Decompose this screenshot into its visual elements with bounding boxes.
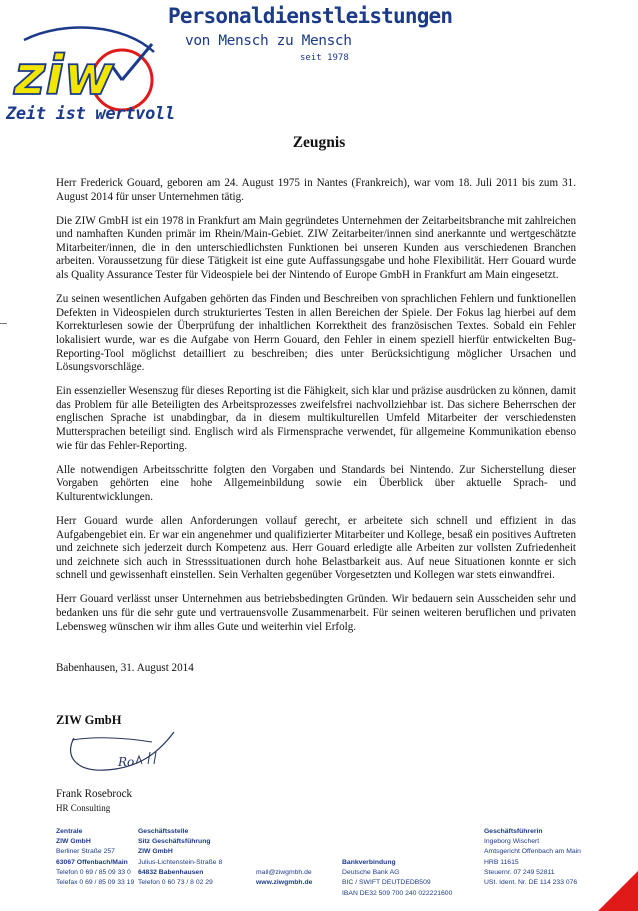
footer-bank: [342, 858, 452, 899]
corner-accent: [598, 871, 638, 911]
footer-gs-city: 64832 Babenhausen: [138, 868, 204, 876]
footer-web-link[interactable]: www.ziwgmbh.de: [256, 879, 313, 887]
footer-email-link[interactable]: mail@ziwgmbh.de: [256, 869, 312, 876]
paragraph-standards: Alle notwendigen Arbeitsschritte folgten den Vorgaben und Standards bei Nintendo. Zur Sicherstellung dieser Vorgaben gehörten eine hohe Allgemeinbildung sowie ein Überblick über aktuelle Sprach- und Kulturentwicklungen.: [56, 463, 576, 503]
footer-gf-vat: USt. Ident. Nr. DE 114 233 076: [484, 879, 578, 887]
company-tagline-line2: von Mensch zu Mensch: [185, 33, 352, 49]
company-since: seit 1978: [300, 53, 349, 63]
footer-gf-name: Ingeborg Wischert: [484, 838, 540, 846]
paragraph-reporting: Ein essenzieller Wesenszug für dieses Reporting ist die Fähigkeit, sich klar und präzise ausdrücken zu können, damit das Problem für alle Beteiligten des Arbeitsprozesses zweifelsfrei nachvollziehbar ist. Das sichere Beherrschen der englischen Sprache ist unabdingbar, da in diesem multikulturellen Umfeld Mitarbeiter der verschiedensten Muttersprachen beteiligt sind. Englisch wird als Firmensprache verwendet, für allgemeine Kommunikation ebenso wie für das Fehler-Reporting.: [56, 385, 576, 452]
signature-scribble: Ro: [118, 755, 135, 769]
footer-geschaeftsstelle: [138, 827, 222, 888]
footer-zentrale-company: ZIW GmbH: [56, 838, 91, 846]
logo-wordmark: ziw: [14, 44, 114, 107]
footer-zentrale-fax: Telefax 0 69 / 85 09 33 19: [56, 879, 135, 887]
footer-gs-heading: Geschäftsstelle: [138, 828, 189, 835]
signer-role: HR Consulting: [56, 803, 111, 813]
fold-mark: [0, 323, 7, 324]
footer-bank-name: Deutsche Bank AG: [342, 869, 400, 877]
footer-gf-court: Amtsgericht Offenbach am Main: [484, 848, 581, 856]
slogan: Zeit ist wertvoll: [6, 104, 175, 124]
footer-zentrale-heading: Zentrale: [56, 828, 83, 835]
footer-gs-street: Julius-Lichtenstein-Straße 8: [138, 858, 223, 866]
footer-gs-phone: Telefon 0 60 73 / 8 02 29: [138, 879, 213, 887]
paragraph-company: Die ZIW GmbH ist ein 1978 in Frankfurt am Main gegründetes Unternehmen der Zeitarbeitsbranche mit zahlreichen und namhaften Kunden primär im Rhein/Main-Gebiet. ZIW Zeitarbeiter/innen sind anerkannte und wertgeschätzte Mitarbeiter/innen, die in den unterschiedlichsten Funktionen bei unseren Kunden aus verschiedenen Branchen arbeiten. Voraussetzung für diese Tätigkeit ist eine gute Auffassungsgabe und hohe Flexibilität. Herr Gouard wurde als Quality Assurance Tester für Videospiele bei der Nintendo of Europe GmbH in Frankfurt am Main eingesetzt.: [56, 214, 576, 282]
document-body: [56, 177, 576, 645]
paragraph-evaluation: Herr Gouard wurde allen Anforderungen vollauf gerecht, er arbeitete sich schnell und effizient in das Aufgabengebiet ein. Er war ein angenehmer und qualifizierter Mitarbeiter und Kollege, besaß ein positives Auftreten und zeichnete sich jederzeit durch Kompetenz aus. Herr Gouard erledigte alle Arbeiten zur vollsten Zufriedenheit und zeichnete sich auch in Stresssituationen durch hohe Belastbarkeit aus. Auf neue Situationen konnte er sich schnell und gewissenhaft einstellen. Sein Verhalten gegenüber Vorgesetzten und Kollegen war stets einwandfrei.: [56, 514, 576, 582]
footer-zentrale-phone: Telefon 0 69 / 85 09 33 0: [56, 868, 131, 876]
footer-zentrale: [56, 827, 134, 888]
footer-geschaeftsfuehrerin: [484, 827, 581, 888]
signer-name: Frank Rosebrock: [56, 788, 133, 800]
paragraph-tasks: Zu seinen wesentlichen Aufgaben gehörten das Finden und Beschreiben von sprachlichen Fehlern und funktionellen Defekten in Videospielen durch strukturiertes Testen in allen Bereichen der Spiele. Der Fokus lag hierbei auf dem Korrekturlesen sowie der Überprüfung der inhaltlichen Korrektheit des französischen Textes. Sobald ein Fehler lokalisiert wurde, war es die Aufgabe von Herrn Gouard, den Fehler in einem speziell hierfür entwickelten Bug-Reporting-Tool möglichst detailliert zu beschreiben; dies unter Berücksichtigung möglicher Ursachen und Lösungsvorschläge.: [56, 293, 576, 374]
document-title: Zeugnis: [292, 134, 346, 151]
paragraph-intro: Herr Frederick Gouard, geboren am 24. August 1975 in Nantes (Frankreich), war vom 18. Juli 2011 bis zum 31. August 2014 für unser Unternehmen tätig.: [56, 177, 576, 203]
footer-contact: [256, 868, 312, 888]
footer-gs-company: ZIW GmbH: [138, 848, 173, 856]
footer-gf-tax: Steuernr. 07 249 52811: [484, 868, 555, 876]
footer-zentrale-street: Berliner Straße 257: [56, 848, 115, 856]
footer-bank-iban: IBAN DE32 509 700 240 022221600: [342, 889, 453, 897]
footer-bank-heading: Bankverbindung: [342, 859, 396, 866]
footer-zentrale-city: 63067 Offenbach/Main: [56, 858, 128, 866]
footer-bank-bic: BIC / SWIFT DEUTDEDB509: [342, 879, 431, 887]
company-tagline-line1: Personaldienstleistungen: [168, 4, 453, 28]
paragraph-closing: Herr Gouard verlässt unser Unternehmen aus betriebsbedingten Gründen. Wir bedauern sein Ausscheiden sehr und bedanken uns für die sehr gute und vertrauensvolle Zusammenarbeit. Für seinen weiteren beruflichen und privaten Lebensweg wünschen wir ihm alles Gute und weiterhin viel Erfolg.: [56, 593, 576, 633]
footer-gf-hrb: HRB 11615: [484, 858, 519, 866]
signature-company: ZIW GmbH: [56, 713, 122, 727]
handwritten-signature: [56, 726, 186, 776]
place-date: Babenhausen, 31. August 2014: [56, 662, 194, 674]
footer-gs-heading2: Sitz Geschäftsführung: [138, 838, 211, 846]
footer-gf-heading: Geschäftsführerin: [484, 828, 543, 835]
